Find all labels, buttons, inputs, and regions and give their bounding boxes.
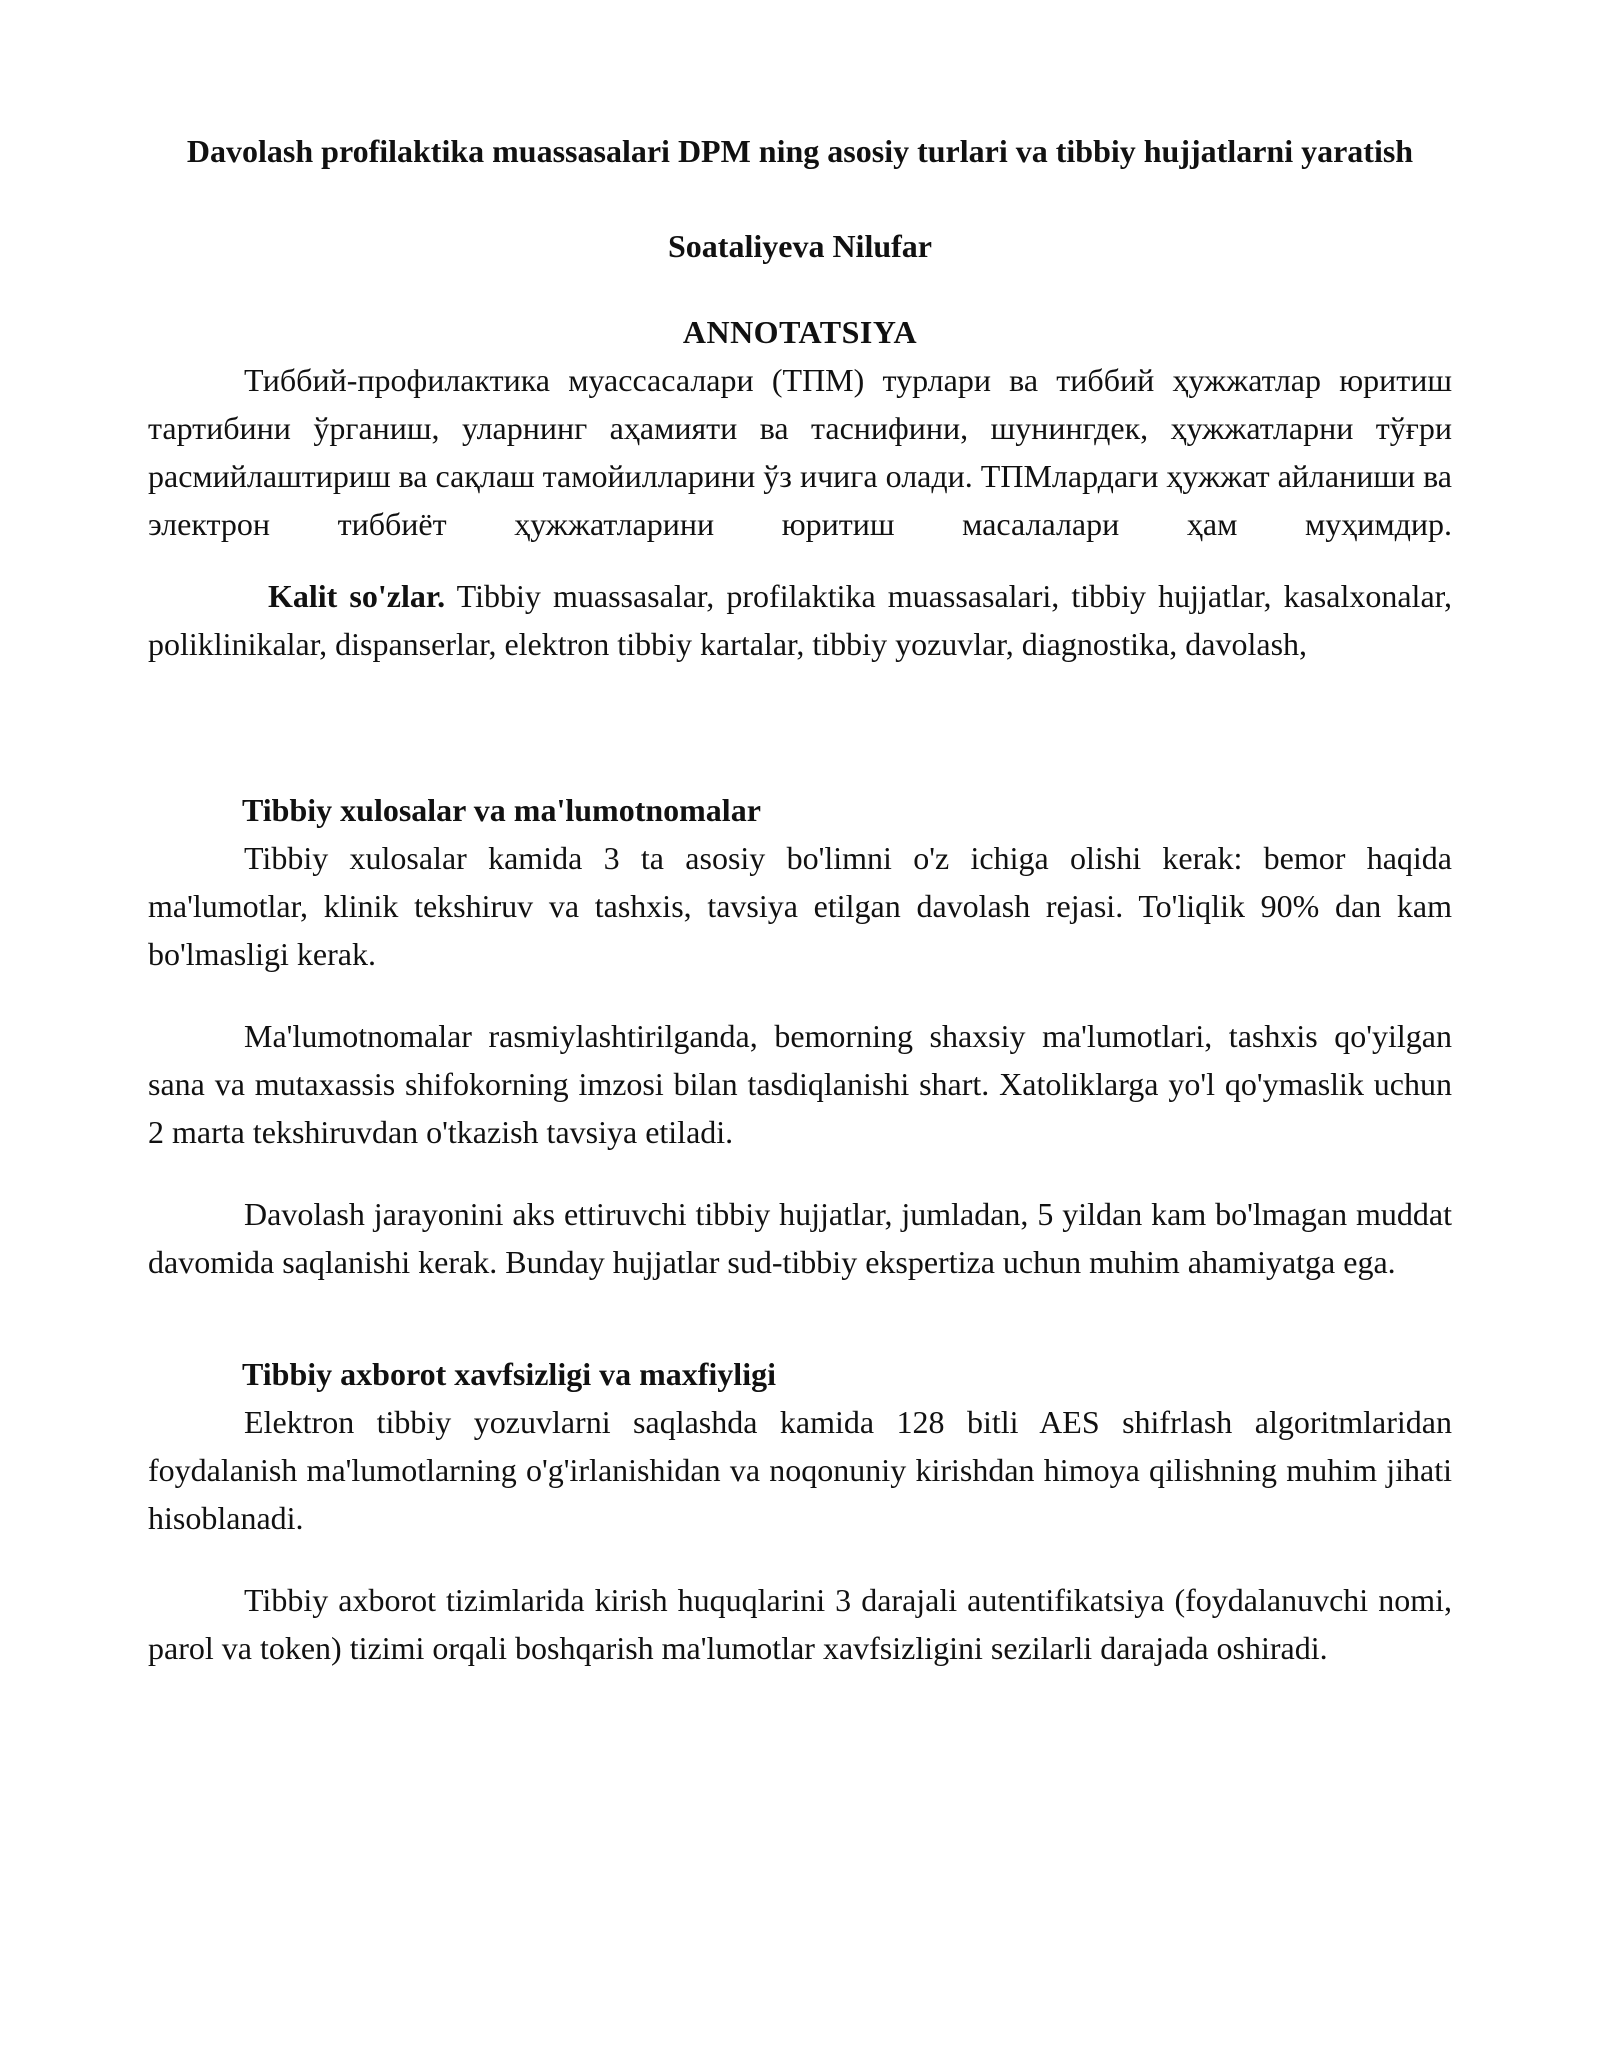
section-paragraph: Tibbiy xulosalar kamida 3 ta asosiy bo'limni o'z ichiga olishi kerak: bemor haqida ma'lumotlar, klinik tekshiruv va tashxis, tavsiya etilgan davolash rejasi. To'liqlik 90% dan kam bo'lmasligi kerak. (148, 840, 1452, 972)
document-page (148, 128, 1452, 1672)
document-title: Davolash profilaktika muassasalari DPM ning asosiy turlari va tibbiy hujjatlarni yaratish (186, 133, 1414, 169)
section-paragraph: Ma'lumotnomalar rasmiylashtirilganda, bemorning shaxsiy ma'lumotlari, tashxis qo'yilgan sana va mutaxassis shifokorning imzosi bilan tasdiqlanishi shart. Xatoliklarga yo'l qo'ymaslik uchun 2 marta tekshiruvdan o'tkazish tavsiya etiladi. (148, 1018, 1452, 1150)
section-paragraph: Elektron tibbiy yozuvlarni saqlashda kamida 128 bitli AES shifrlash algoritmlaridan foydalanish ma'lumotlarning o'g'irlanishidan va noqonuniy kirishdan himoya qilishning muhim jihati hisoblanadi. (148, 1404, 1452, 1536)
section-paragraph: Davolash jarayonini aks ettiruvchi tibbiy hujjatlar, jumladan, 5 yildan kam bo'lmagan muddat davomida saqlanishi kerak. Bunday hujjatlar sud-tibbiy ekspertiza uchun muhim ahamiyatga ega. (148, 1196, 1452, 1280)
keywords-label: Kalit so'zlar. (268, 578, 446, 614)
keywords-text: Tibbiy muassasalar, profilaktika muassasalari, tibbiy hujjatlar, kasalxonalar, poliklinikalar, dispanserlar, elektron tibbiy kartalar, tibbiy yozuvlar, diagnostika, davolash, (148, 578, 1453, 662)
section-paragraph: Tibbiy axborot tizimlarida kirish huquqlarini 3 darajali autentifikatsiya (foydalanuvchi nomi, parol va token) tizimi orqali boshqarish ma'lumotlar xavfsizligini sezilarli darajada oshiradi. (148, 1582, 1452, 1666)
keywords-paragraph (148, 572, 1452, 668)
annotation-heading: ANNOTATSIYA (682, 314, 918, 350)
section-heading-medical-conclusions: Tibbiy xulosalar va ma'lumotnomalar (242, 792, 761, 828)
annotation-text: Тиббий-профилактика муассасалари (ТПМ) турлари ва тиббий ҳужжатлар юритиш тартибини ўрганиш, уларнинг аҳамияти ва таснифини, шунингдек, ҳужжатларни тўғри расмийлаштириш ва сақлаш тамойилларини ўз ичига олади. ТПМлардаги ҳужжат айланиши ва электрон тиббиёт ҳужжатларини юритиш масалалари ҳам муҳимдир. (148, 362, 1452, 542)
section-heading-information-security: Tibbiy axborot xavfsizligi va maxfiyligi (242, 1356, 776, 1392)
author-name: Soataliyeva Nilufar (668, 228, 932, 264)
